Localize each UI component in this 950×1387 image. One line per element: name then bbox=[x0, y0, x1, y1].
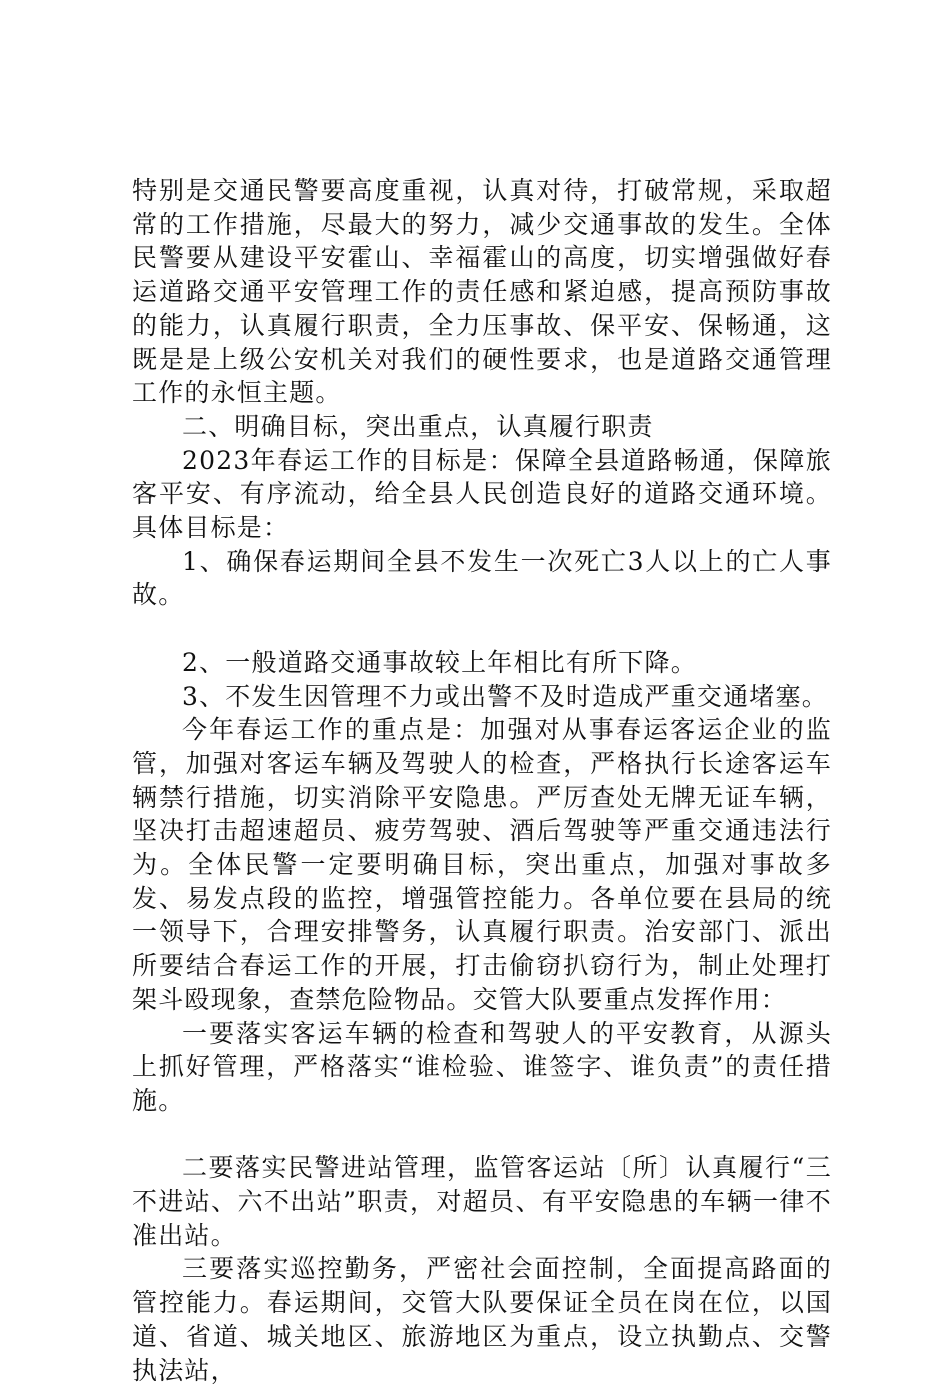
paragraph-task-2: 二要落实民警进站管理，监管客运站〔所〕认真履行“三不进站、六不出站”职责，对超员、有平安隐患的车辆一律不准出站。 bbox=[132, 1153, 832, 1250]
paragraph-focus: 今年春运工作的重点是：加强对从事春运客运企业的监管，加强对客运车辆及驾驶人的检查，严格执行长途客运车辆禁行措施，切实消除平安隐患。严厉查处无牌无证车辆，坚决打击超速超员、疲劳驾驶、酒后驾驶等严重交通违法行为。全体民警一定要明确目标，突出重点，加强对事故多发、易发点段的监控，增强管控能力。各单位要在县局的统一领导下，合理安排警务，认真履行职责。治安部门、派出所要结合春运工作的开展，打击偷窃扒窃行为，制止处理打架斗殴现象，查禁危险物品。交管大队要重点发挥作用： bbox=[132, 715, 832, 1014]
list-item-goal-3: 3、不发生因管理不力或出警不及时造成严重交通堵塞。 bbox=[182, 681, 828, 711]
paragraph-task-3: 三要落实巡控勤务，严密社会面控制，全面提高路面的管控能力。春运期间，交管大队要保证全员在岗在位，以国道、省道、城关地区、旅游地区为重点，设立执勤点、交警执法站， bbox=[132, 1254, 832, 1385]
document-body bbox=[132, 174, 832, 1387]
paragraph-goals: 2023年春运工作的目标是：保障全县道路畅通，保障旅客平安、有序流动，给全县人民创造良好的道路交通环境。具体目标是： bbox=[132, 445, 832, 543]
section-heading-goals: 二、明确目标，突出重点，认真履行职责 bbox=[182, 411, 654, 441]
paragraph-spacer bbox=[132, 612, 832, 646]
paragraph-task-1: 一要落实客运车辆的检查和驾驶人的平安教育，从源头上抓好管理，严格落实“谁检验、谁签字、谁负责”的责任措施。 bbox=[132, 1018, 832, 1115]
paragraph-importance: 特别是交通民警要高度重视，认真对待，打破常规，采取超常的工作措施，尽最大的努力，减少交通事故的发生。全体民警要从建设平安霍山、幸福霍山的高度，切实增强做好春运道路交通平安管理工作的责任感和紧迫感，提高预防事故的能力，认真履行职责，全力压事故、保平安、保畅通，这既是是上级公安机关对我们的硬性要求，也是道路交通管理工作的永恒主题。 bbox=[132, 176, 832, 408]
list-item-goal-2: 2、一般道路交通事故较上年相比有所下降。 bbox=[182, 647, 697, 677]
paragraph-spacer bbox=[132, 1118, 832, 1152]
list-item-goal-1: 1、确保春运期间全县不发生一次死亡3人以上的亡人事故。 bbox=[132, 546, 832, 610]
